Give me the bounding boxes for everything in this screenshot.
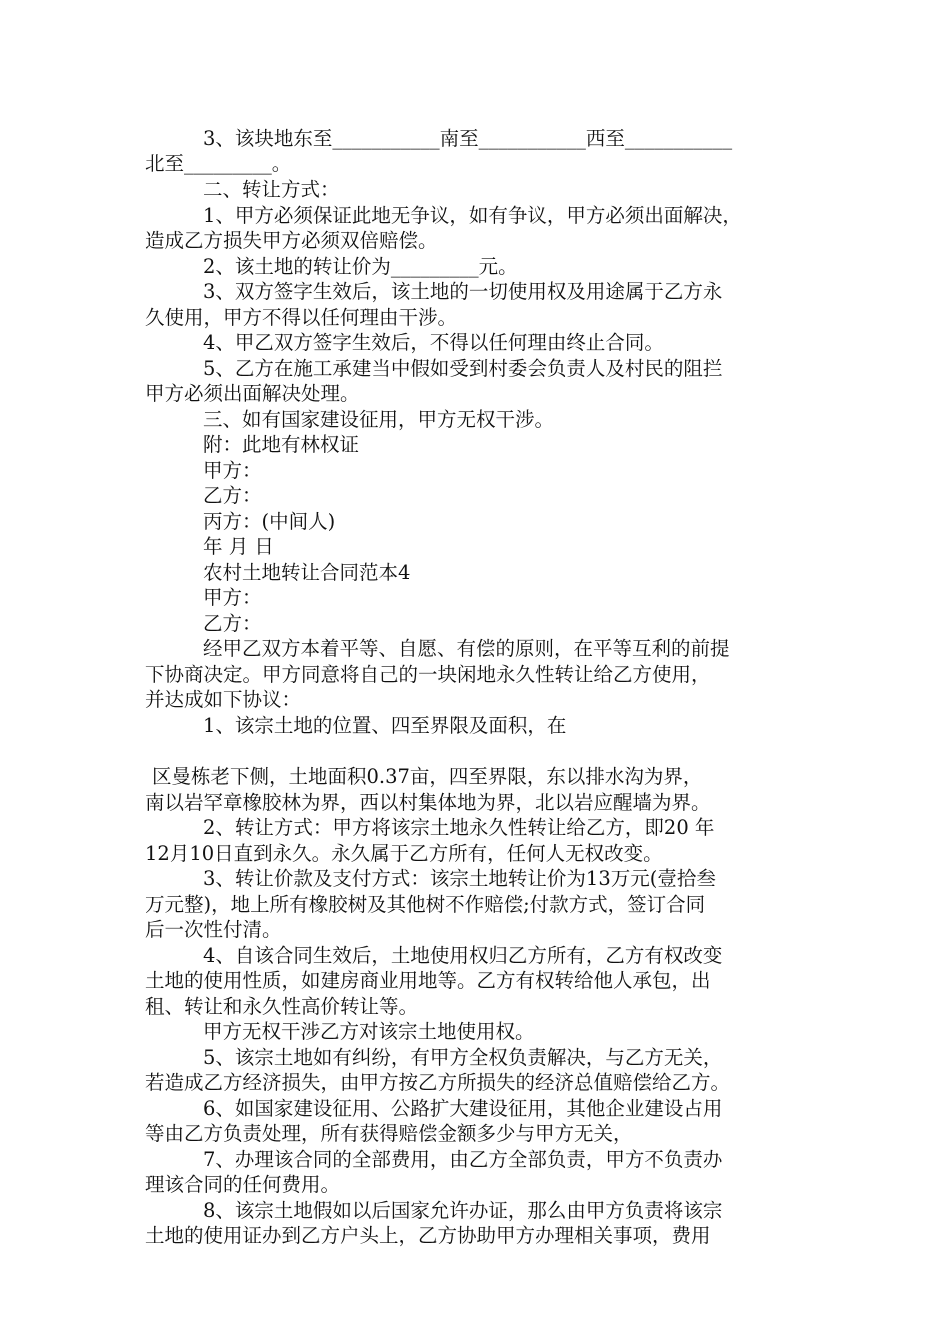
text-line: 后一次性付清。: [145, 918, 282, 941]
text-line: 久使用，甲方不得以任何理由干涉。: [145, 306, 458, 329]
text-line: 12月10日直到永久。永久属于乙方所有，任何人无权改变。: [145, 842, 663, 865]
document-title: 农村土地转让合同范本4: [203, 561, 411, 584]
text-line: 北至_________。: [145, 152, 292, 175]
text-line: 1、甲方必须保证此地无争议，如有争议，甲方必须出面解决，: [203, 204, 742, 227]
text-line: 租、转让和永久性高价转让等。: [145, 995, 419, 1018]
text-line: 南以岩罕章橡胶林为界，西以村集体地为界，北以岩应醒墙为界。: [145, 791, 711, 814]
section-heading: 三、如有国家建设征用，甲方无权干涉。: [203, 408, 555, 431]
text-line: 4、甲乙双方签字生效后，不得以任何理由终止合同。: [203, 331, 664, 354]
text-line: 理该合同的任何费用。: [145, 1173, 341, 1196]
signature-party-c: 丙方：(中间人): [203, 510, 336, 533]
text-line: 1、该宗土地的位置、四至界限及面积，在: [203, 714, 567, 737]
text-line: 土地的使用性质，如建房商业用地等。乙方有权转给他人承包，出: [145, 969, 711, 992]
text-line: 甲方无权干涉乙方对该宗土地使用权。: [203, 1020, 535, 1043]
text-line: 5、乙方在施工承建当中假如受到村委会负责人及村民的阻拦: [203, 357, 723, 380]
text-line: 4、自该合同生效后，土地使用权归乙方所有，乙方有权改变: [203, 944, 723, 967]
text-line: 甲方必须出面解决处理。: [145, 382, 360, 405]
text-line: 并达成如下协议：: [145, 688, 302, 711]
date-line: 年 月 日: [203, 535, 274, 558]
text-line: 经甲乙双方本着平等、自愿、有偿的原则，在平等互利的前提: [203, 637, 730, 660]
party-b-line: 乙方：: [203, 612, 262, 635]
text-line: 土地的使用证办到乙方户头上，乙方协助甲方办理相关事项，费用: [145, 1224, 711, 1247]
party-a-line: 甲方：: [203, 586, 262, 609]
text-line: 3、双方签字生效后，该土地的一切使用权及用途属于乙方永: [203, 280, 723, 303]
signature-party-b: 乙方：: [203, 484, 262, 507]
text-line: 8、该宗土地假如以后国家允许办证，那么由甲方负责将该宗: [203, 1199, 723, 1222]
section-heading: 二、转让方式：: [203, 178, 340, 201]
text-line: 6、如国家建设征用、公路扩大建设征用，其他企业建设占用: [203, 1097, 723, 1120]
text-line: 3、该块地东至___________南至___________西至___________: [203, 127, 733, 150]
text-line: 区曼栋老下侧，土地面积0.37亩，四至界限，东以排水沟为界，: [152, 765, 703, 788]
text-line: 附：此地有林权证: [203, 433, 360, 456]
text-line: 2、转让方式：甲方将该宗土地永久性转让给乙方，即20 年: [203, 816, 715, 839]
text-line: 3、转让价款及支付方式：该宗土地转让价为13万元(壹拾叁: [203, 867, 716, 890]
text-line: 2、该土地的转让价为_________元。: [203, 255, 518, 278]
signature-party-a: 甲方：: [203, 459, 262, 482]
text-line: 7、办理该合同的全部费用，由乙方全部负责，甲方不负责办: [203, 1148, 723, 1171]
text-line: 下协商决定。甲方同意将自己的一块闲地永久性转让给乙方使用，: [145, 663, 711, 686]
text-line: 造成乙方损失甲方必须双倍赔偿。: [145, 229, 438, 252]
text-line: 5、该宗土地如有纠纷，有甲方全权负责解决，与乙方无关，: [203, 1046, 723, 1069]
text-line: 等由乙方负责处理，所有获得赔偿金额多少与甲方无关，: [145, 1122, 633, 1145]
text-line: 若造成乙方经济损失，由甲方按乙方所损失的经济总值赔偿给乙方。: [145, 1071, 731, 1094]
text-line: 万元整)，地上所有橡胶树及其他树不作赔偿;付款方式，签订合同: [145, 893, 706, 916]
